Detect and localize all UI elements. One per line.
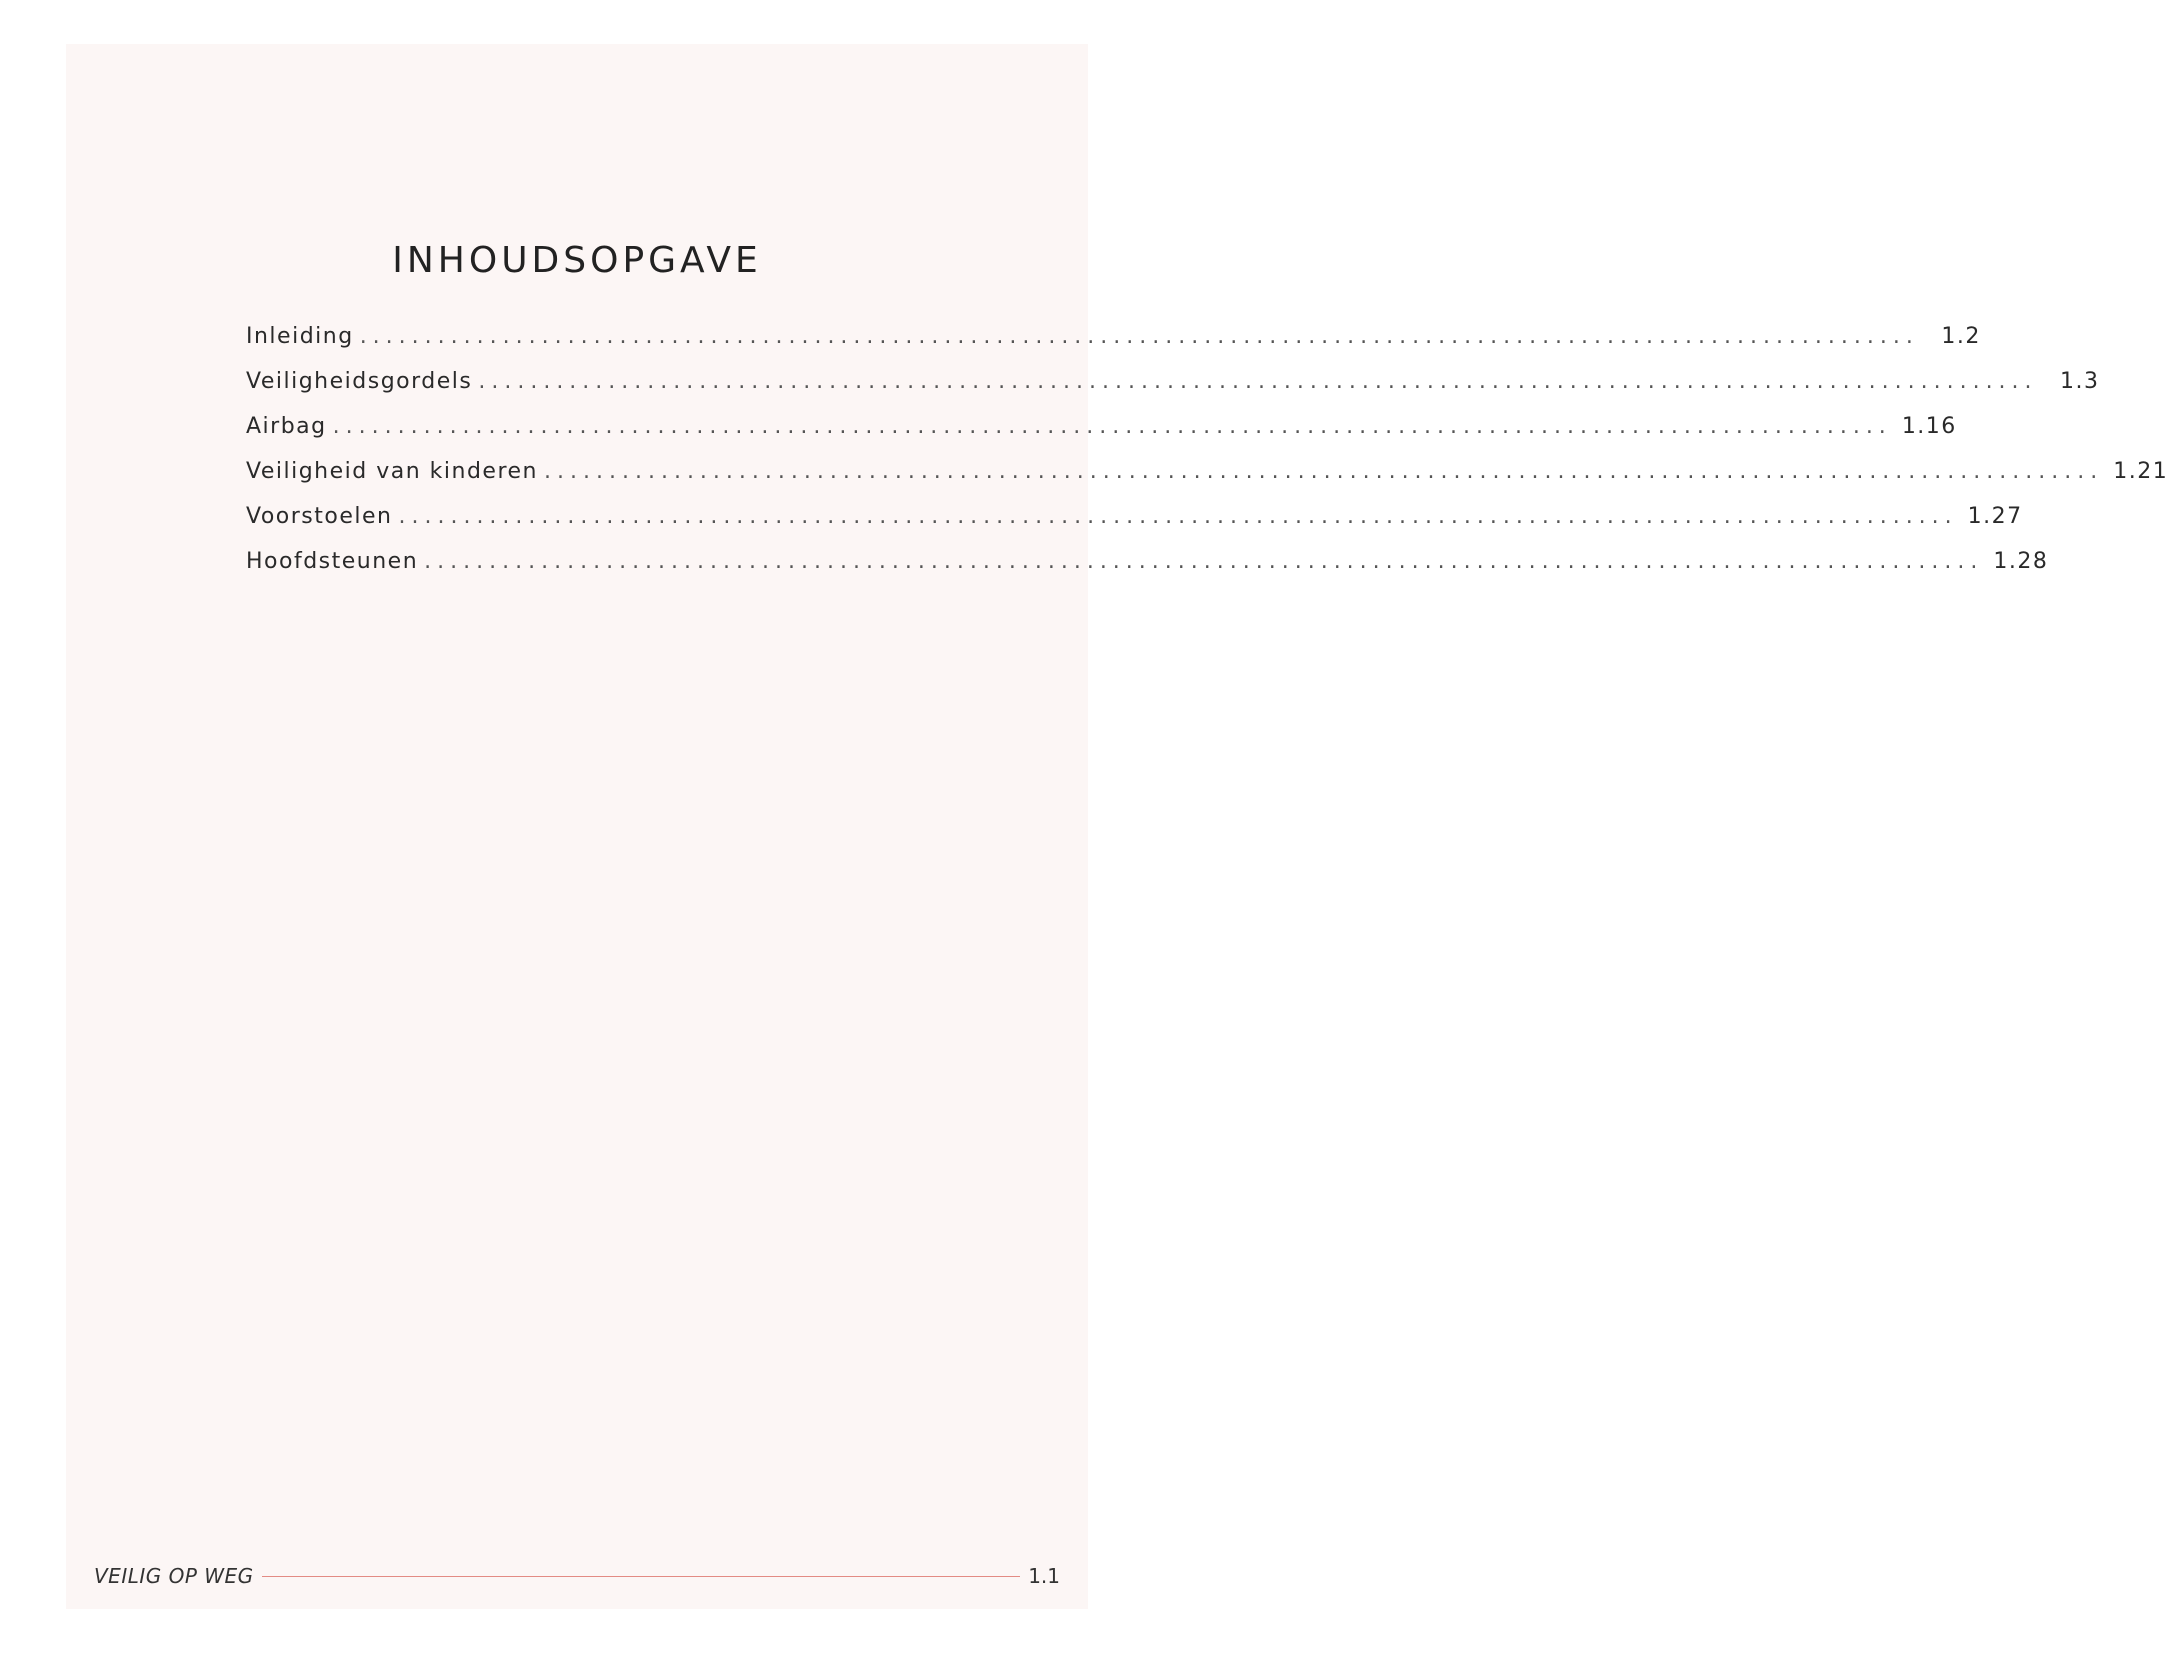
toc-entry-page: 1.27 [1967,504,2023,529]
toc-entry-label: Veiligheid van kinderen [246,459,539,484]
toc-entry [246,549,2049,594]
toc-dot-leader: ........................................................................................................................ [332,414,1892,439]
toc-entry-label: Airbag [246,414,327,439]
document-page [66,44,2168,1609]
toc-entry-page: 1.16 [1901,414,1957,439]
toc-dot-leader: ........................................................................................................................ [544,459,2104,484]
footer-page-number: 1.1 [1028,1564,1060,1588]
page-footer [94,1564,1060,1588]
toc-entry-page: 1.28 [1993,549,2049,574]
footer-rule [262,1576,1021,1577]
toc-entry-label: Hoofdsteunen [246,549,419,574]
toc-entry [246,324,1981,369]
footer-title: VEILIG OP WEG [94,1564,254,1588]
toc-dot-leader: ........................................................................................................................ [398,504,1958,529]
toc-entry-page: 1.2 [1941,324,1981,349]
toc-dot-leader: ........................................................................................................................ [478,369,2038,394]
toc-entry [246,369,2100,414]
toc-dot-leader: ........................................................................................................................ [359,324,1919,349]
toc-entry [246,459,2168,504]
toc-dot-leader: ........................................................................................................................ [424,549,1984,574]
toc-entry [246,414,1957,459]
page-title: INHOUDSOPGAVE [392,240,762,281]
toc-entry-label: Voorstoelen [246,504,393,529]
toc-entry-page: 1.3 [2060,369,2100,394]
toc-entry-label: Inleiding [246,324,354,349]
table-of-contents [246,324,2168,594]
toc-entry-label: Veiligheidsgordels [246,369,473,394]
toc-entry [246,504,2023,549]
toc-entry-page: 1.21 [2113,459,2168,484]
